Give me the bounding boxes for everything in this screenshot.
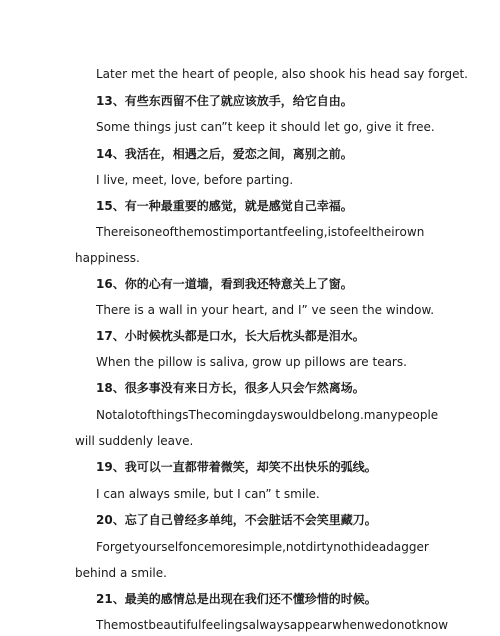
heading-line-21: 21、最美的感情总是出现在我们还不懂珍惜的时候。 — [96, 592, 377, 606]
word: the — [173, 225, 194, 239]
justified-line-14 — [0, 408, 439, 422]
text-line-20: behind a smile. — [75, 566, 167, 580]
word: is — [130, 225, 140, 239]
word: feel — [349, 225, 372, 239]
text-line-5: I live, meet, love, before parting. — [96, 173, 294, 187]
word: lot — [124, 408, 140, 422]
word: things — [151, 408, 189, 422]
word: most — [193, 225, 224, 239]
text-line-8: happiness. — [75, 251, 140, 265]
word: to — [337, 225, 350, 239]
heading-line-17: 17、小时候枕头都是口水，长大后枕头都是泪水。 — [96, 329, 365, 343]
word: not — [333, 540, 353, 554]
word: Forget — [96, 540, 135, 554]
word: we — [364, 618, 382, 632]
word: most — [118, 618, 149, 632]
text-line-3: Some things just can”t keep it should let go, give it free. — [96, 120, 435, 134]
word: The — [96, 618, 119, 632]
word: The — [188, 408, 211, 422]
justified-line-19 — [0, 540, 429, 554]
text-line-1: Later met the heart of people, also shook his head say forget. — [96, 67, 468, 81]
word: dagger — [386, 540, 429, 554]
word: when — [332, 618, 365, 632]
heading-line-19: 19、我可以一直都带着微笑，却笑不出快乐的弧线。 — [96, 460, 377, 474]
word: appear — [289, 618, 333, 632]
word: own — [399, 225, 425, 239]
word: one — [139, 225, 163, 239]
word: long. — [334, 408, 364, 422]
word: dirty — [305, 540, 334, 554]
justified-line-22 — [0, 618, 449, 632]
heading-line-18: 18、很多事没有来日方长，很多人只会乍然离场。 — [96, 381, 365, 395]
heading-line-15: 15、有一种最重要的感觉，就是感觉自己幸福。 — [96, 199, 353, 213]
word: coming — [210, 408, 255, 422]
word: of — [162, 225, 174, 239]
word: would — [283, 408, 320, 422]
heading-line-20: 20、忘了自己曾经多单纯，不会脏话不会笑里藏刀。 — [96, 513, 377, 527]
word: feelings — [201, 618, 249, 632]
text-line-10: There is a wall in your heart, and I” ve seen the window. — [96, 303, 435, 317]
word: of — [139, 408, 152, 422]
word: always — [248, 618, 290, 632]
word: people — [397, 408, 439, 422]
word: simple, — [242, 540, 286, 554]
heading-line-14: 14、我活在，相遇之后，爱恋之间，离别之前。 — [96, 147, 353, 161]
word: once — [182, 540, 212, 554]
word: Not — [96, 408, 118, 422]
word: do — [381, 618, 397, 632]
heading-line-13: 13、有些东西留不住了就应该放手，给它自由。 — [96, 94, 353, 108]
word: a — [378, 540, 387, 554]
text-line-17: I can always smile, but I can” t smile. — [96, 487, 320, 501]
word: many — [363, 408, 398, 422]
word: a — [117, 408, 125, 422]
word: important — [223, 225, 283, 239]
word: There — [96, 225, 131, 239]
text-line-12: When the pillow is saliva, grow up pillows are tears. — [96, 355, 407, 369]
word: feeling, — [282, 225, 328, 239]
justified-line-7 — [0, 225, 424, 239]
heading-line-16: 16、你的心有一道墙，看到我还特意关上了窗。 — [96, 277, 353, 291]
word: hide — [352, 540, 379, 554]
word: be — [319, 408, 335, 422]
word: days — [255, 408, 284, 422]
word: not — [396, 618, 417, 632]
word: not — [285, 540, 306, 554]
word: know — [416, 618, 449, 632]
word: more — [211, 540, 243, 554]
word: beautiful — [148, 618, 202, 632]
text-line-15: will suddenly leave. — [75, 434, 194, 448]
word: yourself — [134, 540, 183, 554]
word: is — [327, 225, 338, 239]
word: their — [371, 225, 400, 239]
